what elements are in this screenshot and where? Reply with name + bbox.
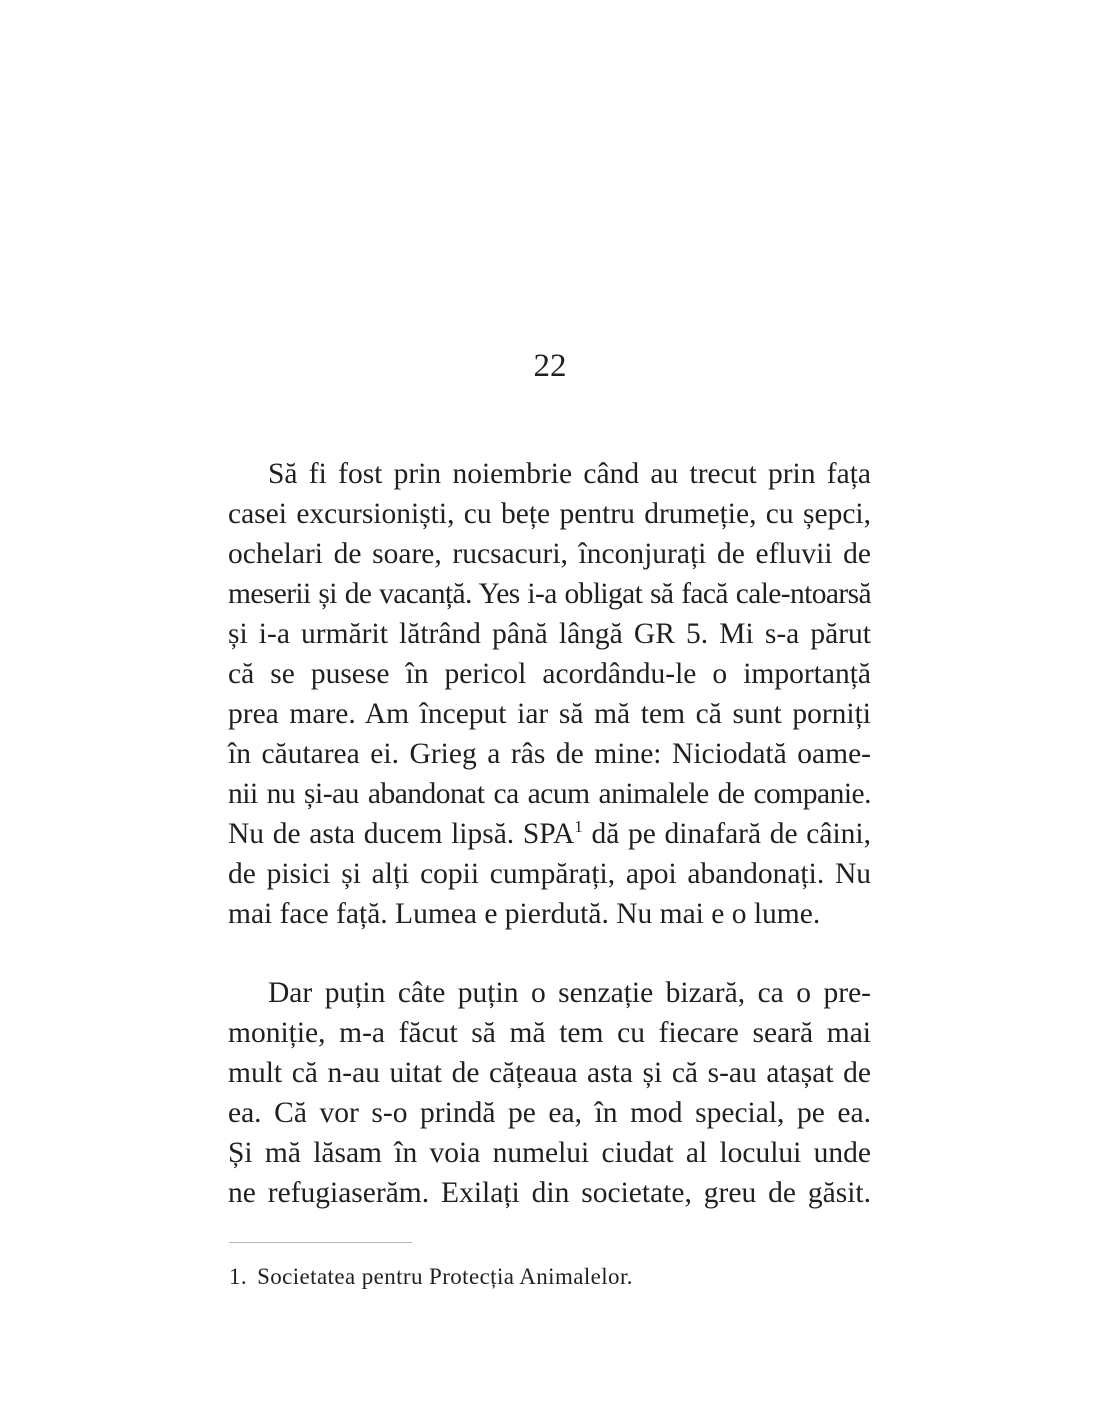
paragraph-1: [228, 454, 871, 934]
text-line: în căutarea ei. Grieg a râs de mine: Niciodată oame-: [228, 738, 871, 770]
text-line: casei excursioniști, cu bețe pentru drumeție, cu șepci,: [228, 498, 871, 530]
text-line: că se pusese în pericol acordându-le o importanță: [228, 658, 871, 690]
footnote-text: Societatea pentru Protecția Animalelor.: [257, 1264, 633, 1289]
text-line: Dar puțin câte puțin o senzație bizară, ca o pre-: [268, 977, 871, 1009]
text-line: mult că n-au uitat de cățeaua asta și că s-au atașat de: [228, 1057, 871, 1089]
text-line: nii nu și-au abandonat ca acum animalele de companie.: [228, 778, 871, 810]
text-line: ea. Că vor s-o prindă pe ea, în mod special, pe ea.: [228, 1097, 871, 1129]
text-line: moniție, m-a făcut să mă tem cu fiecare seară mai: [228, 1017, 871, 1049]
paragraph-2: [228, 973, 871, 1213]
text-line: ochelari de soare, rucsacuri, înconjurați de efluvii de: [228, 538, 871, 570]
footnote-divider: [229, 1242, 412, 1243]
text-line: Și mă lăsam în voia numelui ciudat al locului unde: [228, 1137, 871, 1169]
footnote: [229, 1261, 633, 1293]
chapter-number: 22: [533, 348, 567, 384]
text-line: și i-a urmărit lătrând până lângă GR 5. Mi s-a părut: [228, 618, 871, 650]
text-line: Să fi fost prin noiembrie când au trecut prin fața: [268, 458, 871, 490]
footnote-reference[interactable]: 1: [574, 817, 583, 836]
text-line: mai face față. Lumea e pierdută. Nu mai e o lume.: [228, 898, 821, 930]
text-line: ne refugiaserăm. Exilați din societate, greu de găsit.: [228, 1177, 871, 1209]
text-line: de pisici și alți copii cumpărați, apoi abandonați. Nu: [228, 858, 871, 890]
text-line: meserii și de vacanță. Yes i-a obligat să facă cale-ntoarsă: [228, 578, 871, 610]
text-line: prea mare. Am început iar să mă tem că sunt porniți: [228, 698, 871, 730]
text-segment: Nu de asta ducem lipsă. SPA: [228, 818, 575, 850]
footnote-number: 1.: [229, 1264, 248, 1289]
text-segment: dă pe dinafară de câini,: [582, 818, 871, 850]
text-line-with-footnote: [228, 814, 871, 854]
